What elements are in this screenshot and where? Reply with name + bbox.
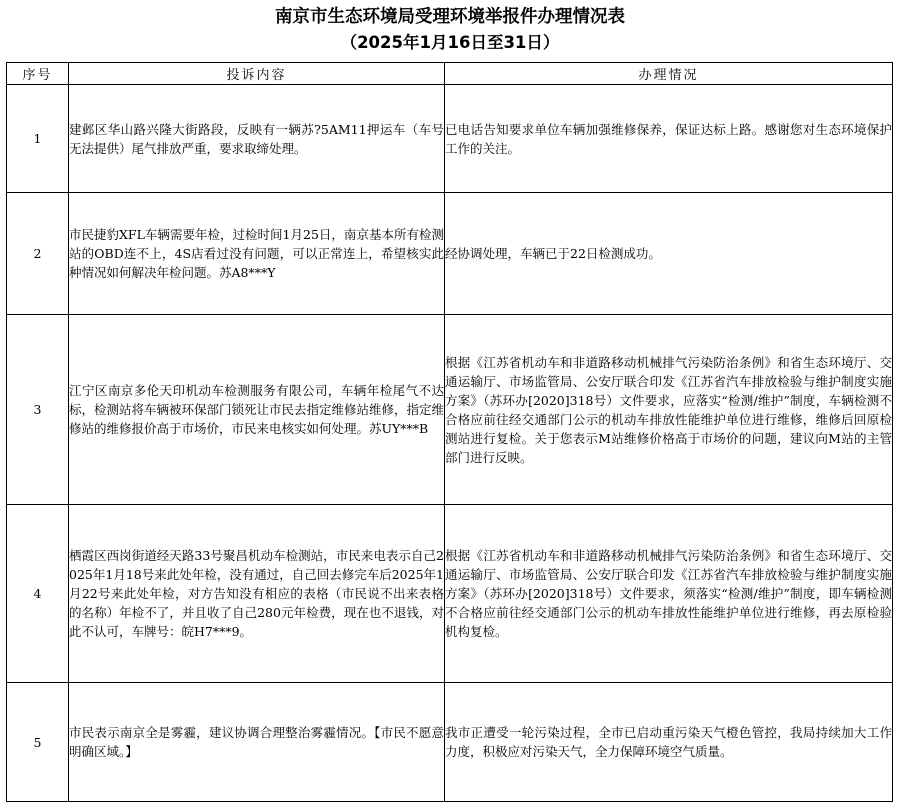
row-handling: 根据《江苏省机动车和非道路移动机械排气污染防治条例》和省生态环境厅、交通运输厅、市场监管局、公安厅联合印发《江苏省汽车排放检验与维护制度实施方案》（苏环办[2020]318号）文件要求，应落实“检测/维护”制度，车辆检测不合格应前往经交通部门公示的机动车排放性能维护单位进行维修，维修后回原检测站进行复检。关于您表示M站维修价格高于市场价的问题，建议向M站的主管部门进行反映。 (445, 315, 893, 505)
header-complaint: 投诉内容 (69, 63, 445, 85)
table-row (7, 85, 893, 193)
table-row (7, 683, 893, 802)
row-handling: 已电话告知要求单位车辆加强维修保养，保证达标上路。感谢您对生态环境保护工作的关注。 (445, 85, 893, 193)
row-complaint: 市民捷豹XFL车辆需要年检，过检时间1月25日，南京基本所有检测站的OBD连不上，4S店看过没有问题，可以正常连上，希望核实此种情况如何解决年检问题。苏A8***Y (69, 193, 445, 315)
row-index: 1 (7, 85, 69, 193)
table-row (7, 193, 893, 315)
row-index: 2 (7, 193, 69, 315)
document-title: 南京市生态环境局受理环境举报件办理情况表 (275, 7, 625, 27)
header-index: 序号 (7, 63, 69, 85)
row-complaint: 江宁区南京多伦天印机动车检测服务有限公司，车辆年检尾气不达标，检测站将车辆被环保部门锁死让市民去指定维修站维修，指定维修站的维修报价高于市场价，市民来电核实如何处理。苏UY***B (69, 315, 445, 505)
row-handling: 根据《江苏省机动车和非道路移动机械排气污染防治条例》和省生态环境厅、交通运输厅、市场监管局、公安厅联合印发《江苏省汽车排放检验与维护制度实施方案》（苏环办[2020]318号）文件要求，须落实“检测/维护”制度，即车辆检测不合格应前往经交通部门公示的机动车排放性能维护单位进行维修，再去原检验机构复检。 (445, 505, 893, 683)
row-index: 3 (7, 315, 69, 505)
row-complaint: 栖霞区西岗街道经天路33号聚昌机动车检测站，市民来电表示自己2025年1月18号来此处年检，没有通过，自己回去修完车后2025年1月22号来此处年检，对方告知没有相应的表格（市民说不出来表格的名称）年检不了，并且收了自己280元年检费，现在也不退钱，对此不认可，车牌号：皖H7***9。 (69, 505, 445, 683)
table-row (7, 315, 893, 505)
table-header-row (7, 63, 893, 85)
row-index: 4 (7, 505, 69, 683)
document-subtitle: （2025年1月16日至31日） (340, 33, 560, 52)
row-handling: 我市正遭受一轮污染过程，全市已启动重污染天气橙色管控，我局持续加大工作力度，积极应对污染天气，全力保障环境空气质量。 (445, 683, 893, 802)
complaints-table (6, 62, 893, 802)
row-handling: 经协调处理，车辆已于22日检测成功。 (445, 193, 893, 315)
header-handling: 办理情况 (445, 63, 893, 85)
row-index: 5 (7, 683, 69, 802)
row-complaint: 建邺区华山路兴隆大街路段，反映有一辆苏?5AM11押运车（车号无法提供）尾气排放严重，要求取缔处理。 (69, 85, 445, 193)
row-complaint: 市民表示南京全是雾霾，建议协调合理整治雾霾情况。【市民不愿意明确区域。】 (69, 683, 445, 802)
table-row (7, 505, 893, 683)
